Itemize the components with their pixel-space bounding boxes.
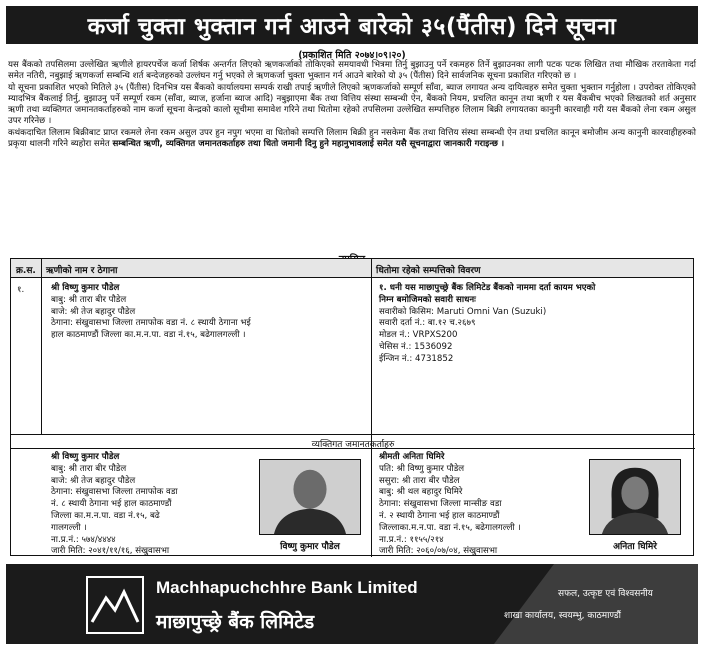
- paragraph-2: यो सूचना प्रकाशित भएको मितिले ३५ (पैंतीस) दिनभित्र यस बैंकको कार्यालयमा सम्पर्क राखी तपाई ऋणीले लिएको ऋणकर्जाको सम्पूर्ण साँवा, ब्याज लगायत अन्य दायित्वहरु समेत चुक्ता भुक्तान गर्नुहोला । उपरोक्त तोकिएको म्यादभित्र बैंकलाई तिर्नु, बुझाउनु पर्ने सम्पूर्ण रकम (साँवा, ब्याज, हर्जाना ब्याज आदि) नबुझाएमा बैंक तथा वित्तिय संस्था सम्बन्धी ऐन, बैंकको नियम, प्रचलित कानून तथा ऋणी र यस बैंकबीच भएको लिखतको शर्त अनुसार ऋणी तथा व्यक्तिगत जमानतकर्ताहरुको नाम कर्जा सूचना केन्द्रको कालो सूचीमा समावेश गरिने तथा धितोमा रहेको तपसिलमा उल्लेखित सम्पत्तिहरु लिलाम बिक्री लगायतका कानुनी कारवाही गरी यस बैंकको लेना रकम असुल उपर गरिनेछ ।: [8, 82, 696, 127]
- guarantor-2-line: जिल्लाका.म.न.पा. वडा नं.१५, बढेगालगल्ली ।: [379, 522, 521, 533]
- vehicle-reg: सवारी दर्ता नं.: बा.१२ च.२६७९: [379, 318, 476, 329]
- guarantor-1-caption: विष्णु कुमार पौडेल: [280, 542, 340, 552]
- header-collateral: धितोमा रहेको सम्पत्तिको विवरण: [371, 259, 693, 278]
- borrower-father: बाबु: श्री तारा बीर पौडेल: [51, 294, 127, 305]
- guarantor-1-line: नं. ८ स्थायी ठेगाना भई हाल काठमाण्डौं: [51, 499, 172, 510]
- header-borrower: ऋणीको नाम र ठेगाना: [41, 259, 371, 278]
- borrower-name: श्री विष्णु कुमार पौडेल: [51, 283, 120, 293]
- guarantor-2-line: ठेगाना: संखुवासभा जिल्ला मान्सीङ वडा: [379, 499, 502, 510]
- collateral-heading-1: १. धनी यस माछापुच्छ्रे बैंक लिमिटेड बैंकको नाममा दर्ता कायम भएको: [379, 283, 596, 293]
- bank-tagline: सफल, उत्कृष्ट एवं विश्वसनीय: [558, 589, 653, 599]
- guarantor-2-line: बाबु: श्री थल बहादुर घिमिरे: [379, 487, 463, 498]
- guarantor-2-caption: अनिता घिमिरे: [613, 542, 657, 552]
- borrower-address-2: हाल काठमाण्डौं जिल्ला का.म.न.पा. वडा नं.१५, बढेगालगल्ली ।: [51, 330, 246, 341]
- borrower-grandfather: बाजे: श्री तेज बहादुर पौडेल: [51, 306, 136, 317]
- person-photo-icon: [260, 460, 360, 534]
- notice-title: कर्जा चुक्ता भुक्तान गर्न आउने बारेको ३५(पैंतीस) दिने सूचना: [6, 6, 698, 44]
- paragraph-3: [8, 128, 696, 151]
- guarantor-2-line: नं. २ स्थायी ठेगाना भई हाल काठमाण्डौं: [379, 510, 500, 521]
- details-table: [10, 258, 694, 556]
- guarantor-1-line: ठेगाना: संखुवासभा जिल्ला तमाफोक वडा: [51, 487, 178, 498]
- collateral-heading-2: निम्न बमोजिमको सवारी साधनः: [379, 294, 476, 305]
- bank-name-nepali: माछापुच्छ्रे बैंक लिमिटेड: [156, 611, 315, 633]
- guarantor-1-line: जिल्ला का.म.न.पा. वडा नं.१५, बढे: [51, 510, 160, 521]
- paragraph-1: यस बैंकको तपसिलमा उल्लेखित ऋणीले हायरपर्चेज कर्जा शिर्षक अन्तर्गत लिएको ऋणकर्जाको तोकिएको समयावधी भित्रमा तिर्नु बुझाउनु पर्ने रकमहरु तिर्ने बुझाउनका लागी पटक पटक लिखित तथा मौखिक तरताकेता गर्दा समेत नतिरी, नबुझाई ऋणकर्जा सम्बन्धि शर्त बन्देजहरुको उल्लंघन गर्नु भएको ले ऋणकर्जा चुक्ता भुक्तान गर्न आउने बारेको यो ३५ (पैंतीस) दिने सार्वजनिक सूचना प्रकाशित गरिएको छ ।: [8, 60, 696, 82]
- person-photo-icon: [590, 460, 680, 534]
- guarantor-2-line: पति: श्री विष्णु कुमार पौडेल: [379, 463, 465, 474]
- guarantor-2-line: जारी मिति: २०६०/०७/०४, संखुवासभा: [379, 546, 498, 557]
- guarantor-1: [51, 452, 251, 558]
- guarantor-2: [379, 452, 579, 558]
- decorative-corner-icon: [494, 564, 554, 644]
- bank-logo-icon: [86, 576, 144, 634]
- bank-info-panel: [494, 564, 698, 644]
- guarantor-1-line: बाबु: श्री तारा बीर पौडेल: [51, 463, 127, 474]
- row-sn: १.: [17, 285, 25, 295]
- vehicle-engine: ईन्जिन नं.: 4731852: [379, 353, 454, 364]
- guarantor-1-line: बाजे: श्री तेज बहादुर पौडेल: [51, 475, 136, 486]
- guarantor-2-photo: [589, 459, 681, 535]
- paragraph-3-text: कथंकदाचित लिलाम बिक्रीबाट प्राप्त रकमले लेना रकम असुल उपर हुन नपुग भएमा वा धितोको सम्पत्ति लिलाम बिक्री हुन नसकेमा बैंक तथा वित्तिय संस्था सम्बन्धी ऐन तथा प्रचलित कानून बमोजीम अन्य कानुनी कारवाहीहरुको प्रकृया थालनी गरिने ब्यहोरा समेत: [8, 127, 696, 150]
- guarantor-2-name: श्रीमती अनिता घिमिरे: [379, 452, 445, 462]
- guarantor-1-line: ना.प्र.नं.: ५७४/४४४४: [51, 534, 116, 545]
- guarantor-2-line: ससुरा: श्री तारा बीर पौडेल: [379, 475, 460, 486]
- branch-address: शाखा कार्यालय, स्वयम्भु, काठमाण्डौं: [504, 611, 621, 621]
- guarantor-1-line: गालगल्ली ।: [51, 522, 87, 533]
- borrower-address-1: ठेगाना: संखुवासभा जिल्ला तमाफोक वडा नं. ८ स्थायी ठेगाना भई: [51, 318, 251, 329]
- guarantor-heading: व्यक्तिगत जमानतकर्ताहरु: [11, 434, 695, 449]
- header-sn: क्र.स.: [11, 259, 41, 278]
- bank-footer: [6, 564, 494, 644]
- borrower-cell: [51, 283, 366, 342]
- guarantor-1-line: जारी मिति: २०४१/११/१६, संखुवासभा: [51, 546, 170, 557]
- vehicle-chassis: चेसिस नं.: 1536092: [379, 341, 453, 352]
- vehicle-model: मोडल नं.: VRPXS200: [379, 330, 458, 341]
- paragraph-3-bold: सम्बन्धित ऋणी, व्यक्तिगत जमानतकर्ताहरु तथा धितो जमानी दिनु हुने महानुभावलाई समेत यसै सूचनाद्वारा जानकारी गराइन्छ ।: [112, 139, 505, 150]
- guarantor-1-photo: [259, 459, 361, 535]
- guarantor-2-line: ना.प्र.नं.: ११५५/२१४: [379, 534, 444, 545]
- vehicle-type: सवारीको किसिम: Maruti Omni Van (Suzuki): [379, 306, 547, 317]
- published-date: (प्रकाशित मिति २०७४।०९।२०): [298, 50, 406, 61]
- bank-name-english: Machhapuchchhre Bank Limited: [156, 578, 418, 597]
- collateral-cell: [379, 283, 689, 366]
- guarantor-1-name: श्री विष्णु कुमार पौडेल: [51, 452, 120, 462]
- notice-body: [8, 60, 696, 150]
